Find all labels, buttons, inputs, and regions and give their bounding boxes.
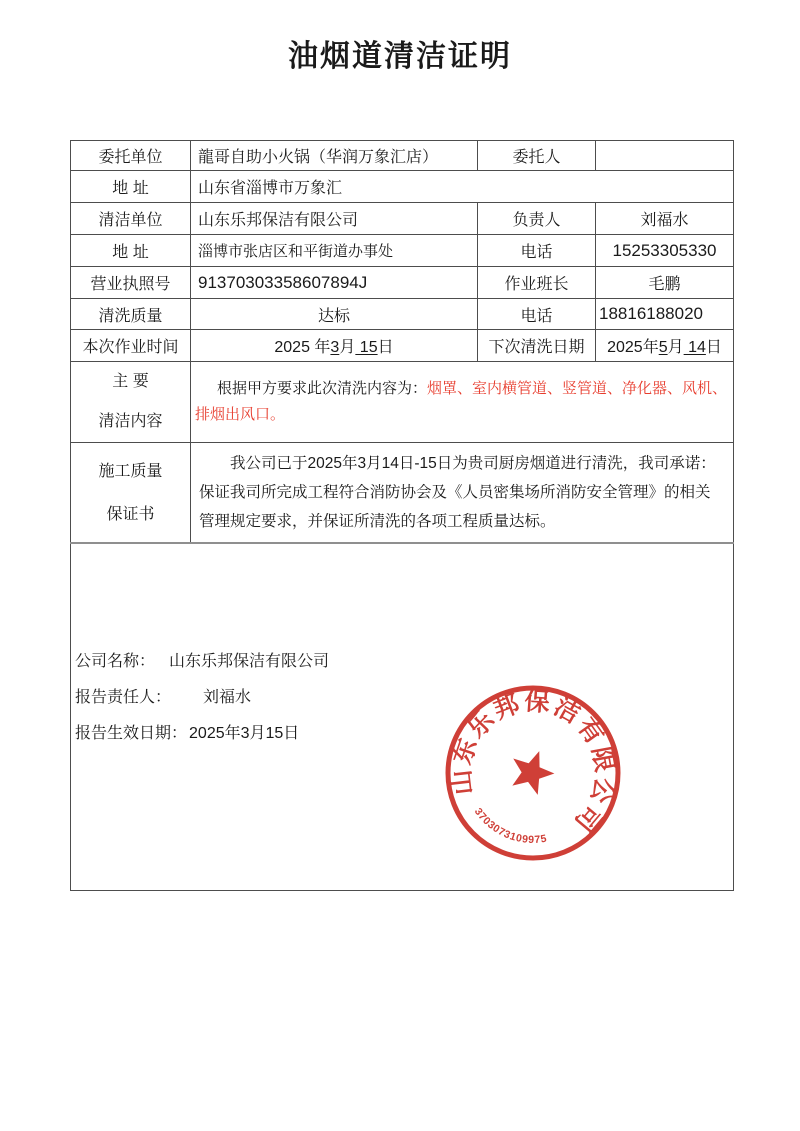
field-value-quality: 达标	[191, 299, 478, 330]
guarantee-paragraph: 我公司已于2025年3月14日-15日为贵司厨房烟道进行清洗，我司承诺：保证我司所完成工程符合消防协会及《人员密集场所消防安全管理》的相关管理规定要求，并保证所清洗的各项工程质量达标。	[199, 455, 716, 530]
field-value-foreman: 毛鹏	[596, 267, 734, 299]
field-value-phone1: 15253305330	[596, 235, 734, 267]
page-title: 油烟道清洁证明	[288, 40, 512, 73]
report-date-line	[75, 716, 329, 752]
date-part: 2025年	[607, 339, 659, 356]
table-row	[71, 362, 734, 443]
table-row	[71, 267, 734, 299]
content-items-red: 烟罩、室内横管道、竖管道、净化器、风机、排烟出风口。	[195, 380, 728, 423]
field-label-quality: 清洗质量	[71, 299, 191, 330]
field-label-foreman: 作业班长	[478, 267, 596, 299]
field-label-license: 营业执照号	[71, 267, 191, 299]
date-part: 日	[705, 339, 722, 356]
date-part-underlined: 14	[683, 339, 706, 356]
date-part-underlined: 15	[355, 339, 378, 356]
field-value-phone2: 18816188020	[596, 299, 734, 330]
field-label-next-clean: 下次清洗日期	[478, 330, 596, 362]
field-label-manager: 负责人	[478, 203, 596, 235]
report-person-value: 刘福水	[203, 689, 252, 706]
field-label-cleaner-address: 地 址	[71, 235, 191, 267]
field-value-main-content	[191, 362, 734, 443]
field-label-phone1: 电话	[478, 235, 596, 267]
table-row	[71, 543, 734, 890]
table-row	[71, 203, 734, 235]
report-date-value: 2025年3月15日	[189, 725, 300, 742]
date-part: 2025 年	[274, 339, 331, 356]
field-label-phone2: 电话	[478, 299, 596, 330]
field-label-work-time: 本次作业时间	[71, 330, 191, 362]
field-value-next-date	[596, 330, 734, 362]
field-label-main-content	[71, 362, 191, 443]
table-row	[71, 443, 734, 544]
label-line: 保证书	[106, 505, 155, 523]
content-intro: 根据甲方要求此次清洗内容为：	[217, 380, 428, 397]
report-date-label: 报告生效日期：	[75, 725, 188, 742]
table-row	[71, 235, 734, 267]
report-person-label: 报告责任人：	[75, 689, 172, 706]
field-value-manager: 刘福水	[596, 203, 734, 235]
field-label-guarantee	[71, 443, 191, 544]
field-value-cleaner: 山东乐邦保洁有限公司	[191, 203, 478, 235]
date-part: 月	[339, 339, 356, 356]
stamp-company-text: 山东乐邦保洁有限公司	[446, 687, 620, 839]
field-label-consignor: 委托人	[478, 141, 596, 171]
field-label-client-address: 地 址	[71, 171, 191, 203]
company-name-label: 公司名称：	[75, 653, 156, 670]
date-part-underlined: 3	[330, 339, 340, 356]
date-part: 日	[377, 339, 394, 356]
field-value-guarantee	[191, 443, 734, 544]
stamp-number-text: 3703073109975	[471, 805, 548, 847]
company-name-value: 山东乐邦保洁有限公司	[169, 653, 330, 670]
certificate-table	[70, 140, 734, 891]
date-part-underlined: 5	[658, 339, 668, 356]
field-label-cleaner: 清洁单位	[71, 203, 191, 235]
field-value-work-date	[191, 330, 478, 362]
signature-block	[75, 644, 329, 752]
field-value-client: 龍哥自助小火锅（华润万象汇店）	[191, 141, 478, 171]
label-line: 清洁内容	[98, 413, 163, 430]
table-row	[71, 299, 734, 330]
table-row	[71, 141, 734, 171]
company-name-line	[75, 644, 329, 680]
report-person-line	[75, 680, 329, 716]
field-label-client: 委托单位	[71, 141, 191, 171]
label-line: 主 要	[112, 373, 149, 390]
stamp-star-icon	[504, 744, 559, 798]
label-line: 施工质量	[98, 462, 163, 480]
date-part: 月	[667, 339, 684, 356]
table-row	[71, 171, 734, 203]
company-stamp	[442, 682, 624, 864]
signature-area	[71, 543, 734, 890]
field-value-cleaner-address: 淄博市张店区和平街道办事处	[191, 235, 478, 267]
stamp-seal-icon	[442, 682, 624, 864]
field-value-client-address: 山东省淄博市万象汇	[191, 171, 734, 203]
table-row	[71, 330, 734, 362]
field-value-license: 91370303358607894J	[191, 267, 478, 299]
field-value-consignor	[596, 141, 734, 171]
